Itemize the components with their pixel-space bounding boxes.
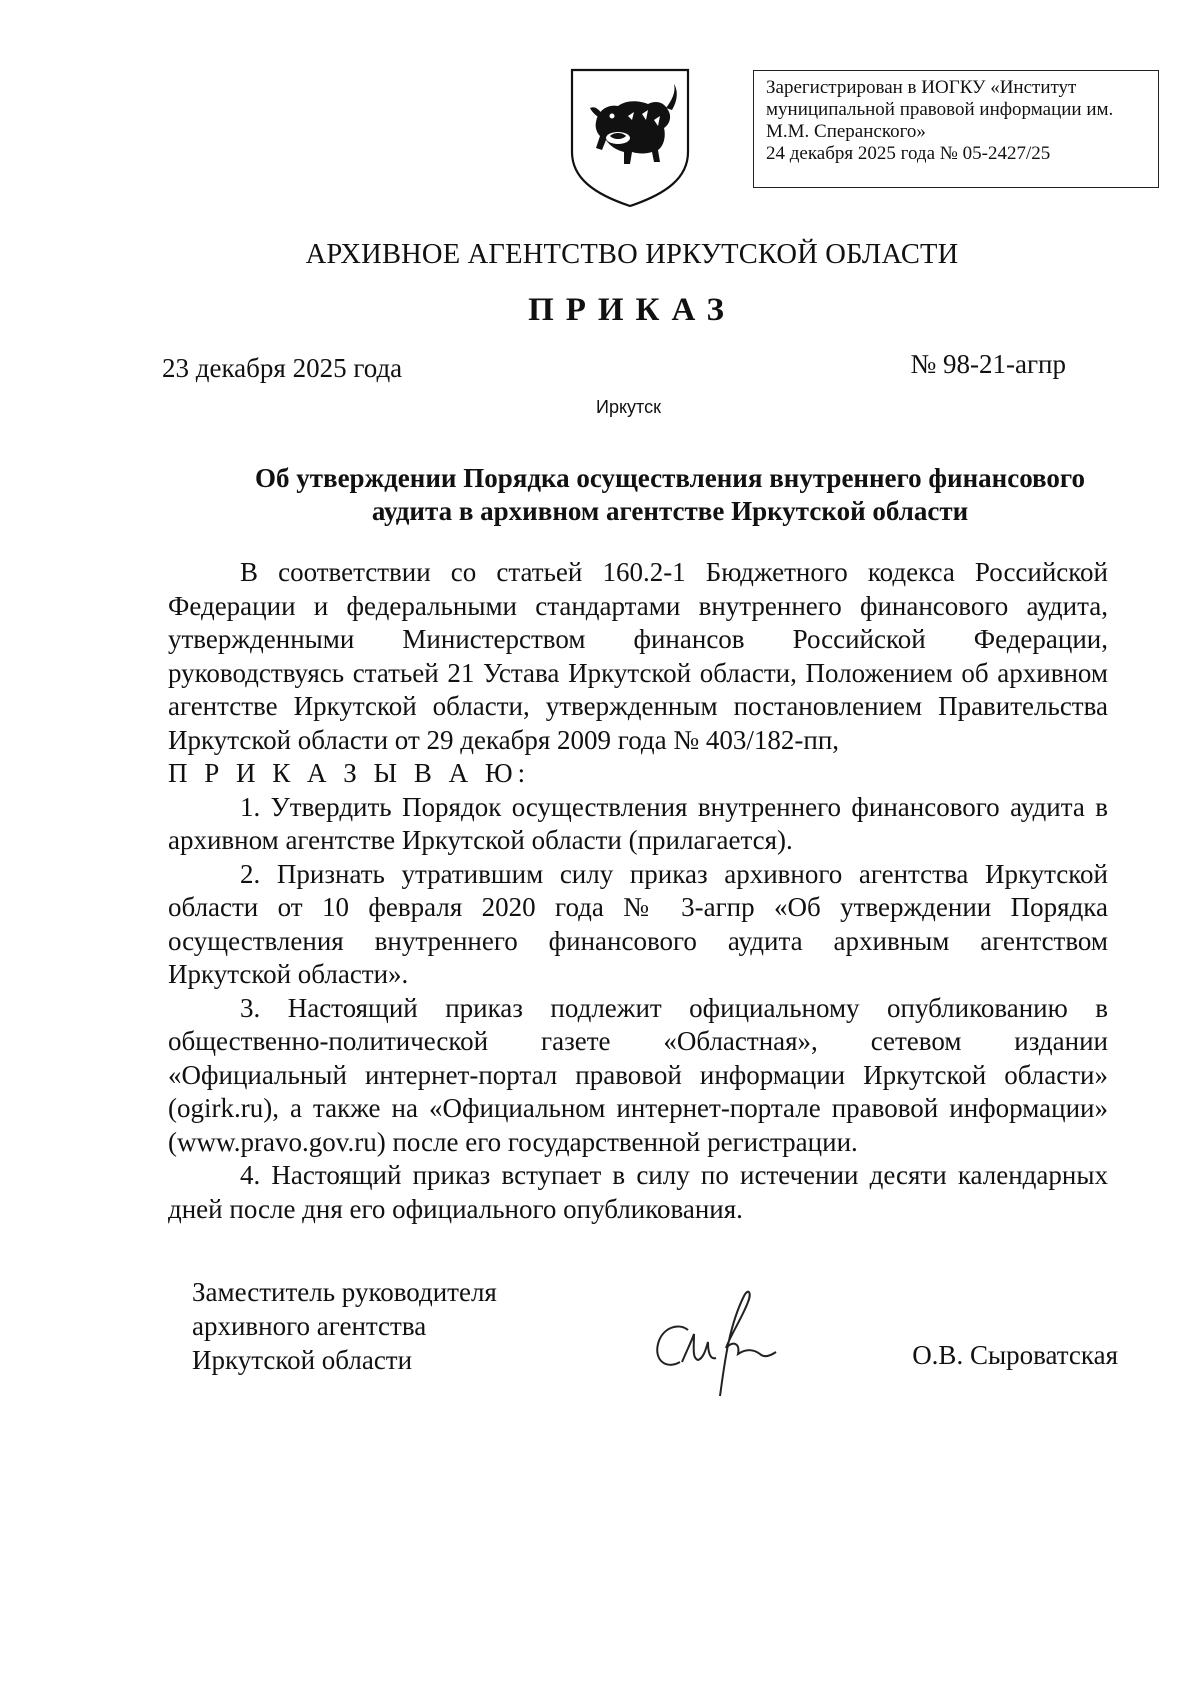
order-city: Иркутск [596,397,661,417]
registration-line: 24 декабря 2025 года № 05-2427/25 [766,143,1051,164]
subject-line: Об утверждении Порядка осуществления внутреннего финансового [254,463,1086,493]
order-date: 23 декабря 2025 года [162,353,403,383]
signer-position-line: Иркутской области [192,1345,413,1375]
signer-position-line: архивного агентства [192,1311,427,1341]
order-item: 3. Настоящий приказ подлежит официальному опубликованию в общественно-политической газете «Областная», сетевом издании «Официальный интернет-портал правовой информации Иркутской области» (ogirk.ru), а также на «Официальном интернет-портале правовой информации» (www.pravo.gov.ru) после его государственной регистрации. [168,992,1108,1157]
order-body [168,556,1108,1226]
order-subject [200,462,1140,528]
registration-stamp [753,70,1159,188]
registration-line: Зарегистрирован в ИОГКУ «Институт [766,77,1077,98]
coat-of-arms-emblem [568,66,692,210]
order-item: 1. Утвердить Порядок осуществления внутреннего финансового аудита в архивном агентстве Иркутской области (прилагается). [168,791,1108,855]
preamble-paragraph: В соответствии со статьей 160.2-1 Бюджетного кодекса Российской Федерации и федеральными стандартами внутреннего финансового аудита, утвержденными Министерством финансов Российской Федерации, руководствуясь статьей 21 Устава Иркутской области, Положением об архивном агентстве Иркутской области, утвержденным постановлением Правительства Иркутской области от 29 декабря 2009 года № 403/182-пп, [168,557,1108,755]
signer-name: О.В. Сыроватская [912,1340,1118,1370]
registration-line: муниципальной правовой информации им. [766,99,1114,120]
order-item: 4. Настоящий приказ вступает в силу по истечении десяти календарных дней после дня его официального опубликования. [168,1160,1108,1224]
signer-position-line: Заместитель руководителя [192,1277,497,1307]
registration-line: М.М. Сперанского» [766,121,926,142]
order-number: № 98-21-агпр [910,349,1066,379]
order-item: 2. Признать утратившим силу приказ архивного агентства Иркутской области от 10 февраля 2020 года № 3-агпр «Об утверждении Порядка осуществления внутреннего финансового аудита архивным агентством Иркутской области». [168,858,1108,989]
order-directive-word: П Р И К А З Ы В А Ю: [168,758,531,788]
subject-line: аудита в архивном агентстве Иркутской области [371,496,969,526]
agency-name: АРХИВНОЕ АГЕНТСТВО ИРКУТСКОЙ ОБЛАСТИ [305,239,959,270]
document-type-title: ПРИКАЗ [528,292,736,328]
signer-position [192,1275,497,1377]
handwritten-signature [648,1278,798,1398]
